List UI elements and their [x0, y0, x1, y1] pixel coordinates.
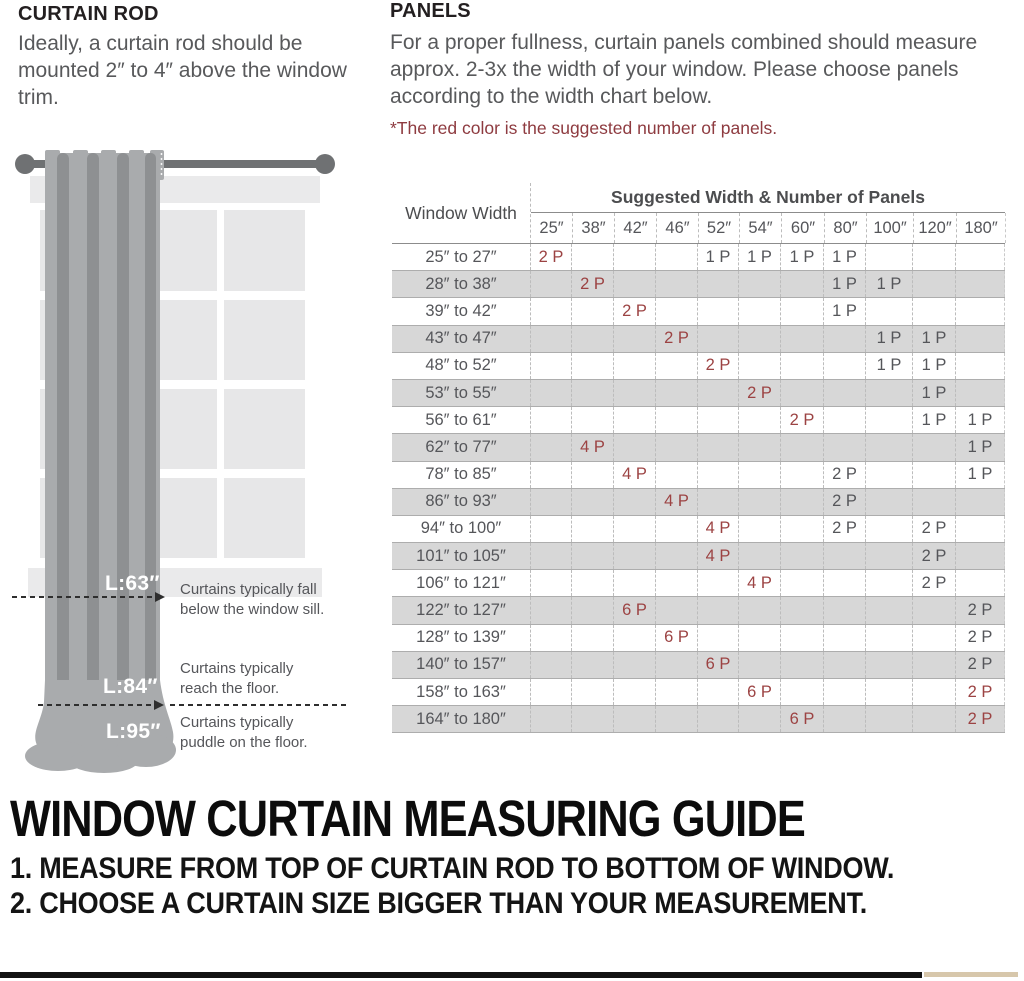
column-header: 46″ [656, 213, 698, 243]
row-label: 25″ to 27″ [425, 247, 497, 266]
panel-cell [613, 679, 655, 705]
panel-cell [823, 543, 865, 569]
row-label: 53″ to 55″ [425, 383, 497, 402]
panel-cell [780, 298, 823, 324]
row-label: 62″ to 77″ [425, 437, 497, 456]
window-width-header: Window Width [405, 202, 517, 223]
panel-cell [613, 652, 655, 678]
panel-cell [697, 380, 738, 406]
panel-cell: 4 P [697, 516, 738, 542]
panel-cell [780, 434, 823, 460]
panel-cell [955, 326, 1005, 352]
panel-cell: 2 P [955, 652, 1005, 678]
column-header: 52″ [698, 213, 739, 243]
panel-cell [955, 516, 1005, 542]
panel-cell [738, 652, 780, 678]
panel-cell [697, 271, 738, 297]
panel-cell [823, 407, 865, 433]
table-row [392, 543, 1005, 570]
panel-cell [613, 244, 655, 270]
panel-cell [738, 706, 780, 732]
panel-cell: 1 P [912, 380, 955, 406]
panel-cell [571, 706, 613, 732]
row-label: 48″ to 52″ [425, 356, 497, 375]
panel-cell [530, 679, 571, 705]
panel-cell [780, 652, 823, 678]
panel-cell [738, 271, 780, 297]
panel-cell [530, 516, 571, 542]
column-header: 180″ [956, 213, 1006, 243]
panel-cell [697, 706, 738, 732]
panel-cell [865, 516, 912, 542]
panel-cell [571, 489, 613, 515]
panel-cell [697, 679, 738, 705]
panel-cell: 1 P [865, 353, 912, 379]
row-label: 158″ to 163″ [416, 682, 506, 701]
panel-cell: 1 P [823, 298, 865, 324]
row-label: 78″ to 85″ [425, 465, 497, 484]
panel-cell [865, 570, 912, 596]
panel-cell: 1 P [955, 407, 1005, 433]
panel-cell [697, 298, 738, 324]
panel-cell [823, 353, 865, 379]
panel-cell: 1 P [823, 271, 865, 297]
panel-cell [655, 570, 697, 596]
table-body [392, 244, 1005, 733]
panel-cell [613, 543, 655, 569]
panel-cell [780, 597, 823, 623]
length-84-label: L:84″ [103, 675, 158, 698]
table-row [392, 353, 1005, 380]
table-row [392, 271, 1005, 298]
table-row [392, 652, 1005, 679]
panel-cell [780, 462, 823, 488]
panel-cell [655, 462, 697, 488]
row-label: 164″ to 180″ [416, 709, 506, 728]
panel-cell [613, 407, 655, 433]
table-row [392, 625, 1005, 652]
row-label: 43″ to 47″ [425, 329, 497, 348]
column-header: 120″ [913, 213, 956, 243]
panel-cell [865, 380, 912, 406]
panel-cell: 6 P [738, 679, 780, 705]
panel-cell [955, 543, 1005, 569]
panel-cell [780, 516, 823, 542]
panel-cell [697, 407, 738, 433]
panel-cell [955, 244, 1005, 270]
panel-cell [912, 625, 955, 651]
panel-cell [912, 434, 955, 460]
panel-cell: 2 P [530, 244, 571, 270]
panel-cell [823, 706, 865, 732]
panel-cell [655, 597, 697, 623]
panel-cell: 1 P [865, 326, 912, 352]
panel-cell: 6 P [655, 625, 697, 651]
guide-title: WINDOW CURTAIN MEASURING GUIDE [10, 790, 805, 847]
panel-cell: 2 P [955, 625, 1005, 651]
panel-cell: 6 P [780, 706, 823, 732]
panel-cell [955, 298, 1005, 324]
panel-cell [780, 679, 823, 705]
panel-cell [738, 516, 780, 542]
row-label: 128″ to 139″ [416, 628, 506, 647]
panel-cell [912, 597, 955, 623]
table-row [392, 570, 1005, 597]
panel-cell [865, 597, 912, 623]
column-header: 60″ [781, 213, 824, 243]
panel-cell [780, 380, 823, 406]
table-row [392, 380, 1005, 407]
panel-cell [697, 625, 738, 651]
row-label: 86″ to 93″ [425, 492, 497, 511]
guide-step-1: 1. MEASURE FROM TOP OF CURTAIN ROD TO BOTTOM OF WINDOW. [10, 852, 895, 885]
table-row [392, 679, 1005, 706]
table-row [392, 489, 1005, 516]
panel-cell: 1 P [780, 244, 823, 270]
panel-cell [655, 516, 697, 542]
panel-cell [530, 652, 571, 678]
panel-cell: 1 P [955, 462, 1005, 488]
panel-cell [738, 625, 780, 651]
panel-cell: 2 P [823, 489, 865, 515]
panel-cell [530, 380, 571, 406]
panel-cell [697, 489, 738, 515]
panel-cell [865, 625, 912, 651]
panel-cell [655, 543, 697, 569]
panel-cell: 1 P [697, 244, 738, 270]
panel-cell: 2 P [955, 679, 1005, 705]
panel-cell: 1 P [865, 271, 912, 297]
panel-cell [571, 326, 613, 352]
panel-cell [865, 244, 912, 270]
panel-cell [530, 543, 571, 569]
panel-cell [912, 652, 955, 678]
panel-cell [823, 326, 865, 352]
panel-cell [955, 570, 1005, 596]
panel-cell [655, 380, 697, 406]
panel-cell [912, 489, 955, 515]
panel-cell: 1 P [738, 244, 780, 270]
panel-cell [780, 271, 823, 297]
panel-cell: 2 P [912, 570, 955, 596]
panel-cell: 1 P [955, 434, 1005, 460]
panel-cell [530, 271, 571, 297]
panel-cell: 1 P [912, 407, 955, 433]
panel-cell: 4 P [613, 462, 655, 488]
column-header: 100″ [866, 213, 913, 243]
length-95-caption: Curtains typically puddle on the floor. [180, 714, 308, 751]
row-label: 28″ to 38″ [425, 274, 497, 293]
panel-cell [912, 462, 955, 488]
table-row [392, 597, 1005, 624]
panels-description: For a proper fullness, curtain panels combined should measure approx. 2-3x the width of your window. Please choose panels according to the width chart below. [390, 31, 978, 108]
panel-cell [613, 380, 655, 406]
panel-cell [823, 652, 865, 678]
panel-cell [571, 298, 613, 324]
panel-cell [571, 353, 613, 379]
panel-cell [738, 543, 780, 569]
panel-cell [912, 271, 955, 297]
panel-cell [655, 652, 697, 678]
panel-cell: 2 P [697, 353, 738, 379]
table-row [392, 434, 1005, 461]
panel-cell [955, 380, 1005, 406]
bottom-bar-black [0, 972, 922, 978]
panel-cell [780, 489, 823, 515]
panel-cell [530, 597, 571, 623]
panel-cell: 2 P [955, 706, 1005, 732]
panel-cell [571, 516, 613, 542]
curtain-illustration [0, 140, 390, 785]
panel-cell [738, 353, 780, 379]
panel-cell [655, 706, 697, 732]
panel-cell [865, 298, 912, 324]
panel-cell [738, 462, 780, 488]
panel-cell [865, 407, 912, 433]
panel-cell [865, 652, 912, 678]
panel-cell: 2 P [912, 516, 955, 542]
panel-cell: 2 P [613, 298, 655, 324]
panel-cell [865, 706, 912, 732]
panel-cell [613, 570, 655, 596]
panel-cell [912, 706, 955, 732]
panel-cell [780, 543, 823, 569]
panel-cell [865, 543, 912, 569]
panel-cell: 4 P [697, 543, 738, 569]
panel-cell [780, 353, 823, 379]
column-header: 25″ [539, 218, 564, 237]
table-row [392, 298, 1005, 325]
panel-cell: 2 P [738, 380, 780, 406]
panel-cell [655, 298, 697, 324]
panel-cell: 2 P [655, 326, 697, 352]
panel-cell: 2 P [823, 516, 865, 542]
panel-cell: 2 P [823, 462, 865, 488]
row-label: 56″ to 61″ [425, 410, 497, 429]
column-headers [531, 213, 1005, 243]
panel-cell [780, 570, 823, 596]
panel-cell [613, 625, 655, 651]
curtain-rod-title: CURTAIN ROD [18, 3, 159, 25]
panel-width-table [392, 183, 1005, 733]
panel-cell [571, 679, 613, 705]
row-label: 106″ to 121″ [416, 573, 506, 592]
panel-cell [613, 353, 655, 379]
length-95-label: L:95″ [106, 720, 161, 743]
panel-cell [613, 434, 655, 460]
panel-cell: 1 P [823, 244, 865, 270]
panel-cell [738, 489, 780, 515]
panel-cell: 2 P [955, 597, 1005, 623]
row-label: 101″ to 105″ [416, 546, 506, 565]
panel-cell [912, 679, 955, 705]
panel-cell: 2 P [780, 407, 823, 433]
panel-cell [530, 462, 571, 488]
panel-cell [613, 326, 655, 352]
table-row [392, 462, 1005, 489]
panel-cell [571, 597, 613, 623]
row-label: 94″ to 100″ [420, 519, 502, 538]
curtain-rod-description: Ideally, a curtain rod should be mounted 2″ to 4″ above the window trim. [18, 32, 347, 109]
panel-cell [738, 407, 780, 433]
panel-cell [530, 298, 571, 324]
panel-cell: 2 P [912, 543, 955, 569]
suggested-width-header: Suggested Width & Number of Panels [531, 183, 1005, 213]
panel-cell [613, 706, 655, 732]
panel-cell [530, 407, 571, 433]
panel-cell [823, 434, 865, 460]
panel-cell [738, 434, 780, 460]
length-84-caption: Curtains typically reach the floor. [180, 660, 294, 697]
panel-cell [613, 489, 655, 515]
panel-cell [912, 244, 955, 270]
panel-cell [571, 462, 613, 488]
panels-title: PANELS [390, 0, 471, 22]
length-63-caption: Curtains typically fall below the window sill. [180, 581, 325, 618]
panel-cell [738, 298, 780, 324]
panel-cell [530, 326, 571, 352]
panel-cell [912, 298, 955, 324]
panel-cell [738, 597, 780, 623]
panel-cell [697, 597, 738, 623]
row-label: 122″ to 127″ [416, 601, 506, 620]
panel-cell [655, 434, 697, 460]
panel-cell [655, 244, 697, 270]
panel-cell [823, 570, 865, 596]
panel-cell [655, 679, 697, 705]
panel-cell [571, 407, 613, 433]
panel-cell [865, 679, 912, 705]
guide-step-2: 2. CHOOSE A CURTAIN SIZE BIGGER THAN YOUR MEASUREMENT. [10, 887, 867, 920]
panel-cell [655, 271, 697, 297]
row-label: 140″ to 157″ [416, 655, 506, 674]
panel-cell [530, 489, 571, 515]
panel-cell [530, 625, 571, 651]
panel-cell [865, 489, 912, 515]
panel-cell [530, 706, 571, 732]
panel-cell [530, 353, 571, 379]
panel-cell: 1 P [912, 353, 955, 379]
panel-cell [571, 543, 613, 569]
panel-cell [697, 326, 738, 352]
panel-cell: 6 P [697, 652, 738, 678]
panels-red-note: *The red color is the suggested number of panels. [390, 118, 778, 138]
panel-cell [823, 380, 865, 406]
row-label: 39″ to 42″ [425, 301, 497, 320]
panel-cell [571, 652, 613, 678]
panel-cell [530, 570, 571, 596]
column-header: 80″ [824, 213, 866, 243]
panel-cell: 6 P [613, 597, 655, 623]
table-row [392, 516, 1005, 543]
panel-cell [571, 625, 613, 651]
panel-cell [571, 244, 613, 270]
panel-cell [571, 380, 613, 406]
column-header: 42″ [614, 213, 656, 243]
panel-cell [955, 489, 1005, 515]
panel-cell [655, 407, 697, 433]
panel-cell [865, 462, 912, 488]
table-row [392, 407, 1005, 434]
panel-cell [955, 271, 1005, 297]
panel-cell [780, 326, 823, 352]
panel-cell [530, 434, 571, 460]
panel-cell [613, 516, 655, 542]
panel-cell: 2 P [571, 271, 613, 297]
panel-cell: 4 P [571, 434, 613, 460]
table-row [392, 326, 1005, 353]
length-63-label: L:63″ [105, 572, 160, 595]
column-header: 54″ [739, 213, 781, 243]
panel-cell: 4 P [738, 570, 780, 596]
panel-cell [955, 353, 1005, 379]
panel-cell [780, 625, 823, 651]
table-header [392, 183, 1005, 244]
panel-cell: 1 P [912, 326, 955, 352]
panel-cell [697, 434, 738, 460]
panel-cell [613, 271, 655, 297]
bottom-bar-tan [924, 972, 1018, 977]
panel-cell [697, 570, 738, 596]
panel-cell [823, 679, 865, 705]
table-row [392, 244, 1005, 271]
panel-cell [655, 353, 697, 379]
panel-cell [697, 462, 738, 488]
panel-cell: 4 P [655, 489, 697, 515]
panel-cell [823, 597, 865, 623]
panel-cell [865, 434, 912, 460]
column-header: 38″ [572, 213, 614, 243]
panel-cell [738, 326, 780, 352]
panel-cell [571, 570, 613, 596]
panel-cell [823, 625, 865, 651]
table-row [392, 706, 1005, 733]
